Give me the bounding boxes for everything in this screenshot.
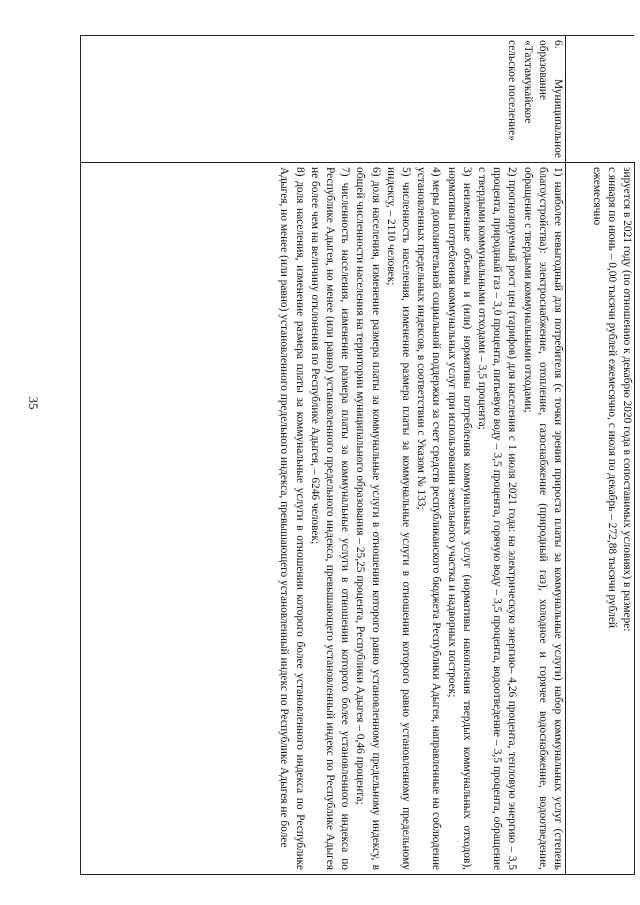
list-item: 5) численность населения, изменение размера платы за коммунальные услуги в отношении которого равно установленному предельному индексу, – 2110 человек; xyxy=(384,167,412,870)
list-item: 4) меры дополнительной социальной поддержки за счет средств республиканского бюджета Республики Адыгея, направленные на соблюдение установленных предельных индексов, в соответствии с Указом № 133; xyxy=(415,167,443,870)
municipality-name: 6. Муниципальное образование «Тахтамукайское сельское поселение» xyxy=(506,40,564,158)
municipality-items-cell xyxy=(81,163,566,875)
document-sheet xyxy=(80,35,635,875)
page-number: 35 xyxy=(26,396,41,410)
continuation-line: зируется в 2021 году (по отношению к декабрю 2020 года в сопоставимых условиях) в размере: xyxy=(621,167,633,632)
table-row-municipality xyxy=(81,36,566,875)
list-item: 2) прогнозируемый рост цен (тарифов) для населения с 1 июля 2021 года: на электрическую энергию– 4,26 процента, тепловую энергию – 3,5 процента, природный газ – 3,0 процента, питьевую воду – 3,5 процента, горячую воду – 3,5 процента, водоотведение – 3,5 процента, обращение с твердыми коммунальными отходами – 3,5 процента; xyxy=(475,167,519,870)
continuation-line: ежемесячно xyxy=(590,167,603,226)
list-item: 7) численность населения, изменение размера платы за коммунальные услуги в отношении которого более установленного индекса по Республике Адыгея, но менее (или равно) установленного предельного индекса, превышающего установленный индекс по Республике Адыгея не более чем на величину отклонения по Республике Адыгея, – 6246 человек; xyxy=(308,167,352,870)
continuation-cell xyxy=(566,163,635,875)
document-table xyxy=(80,35,635,875)
list-item: 1) наиболее невыгодный для потребителя (с точки зрения прироста платы за коммунальные услуги) набор коммунальных услуг (степень благоустройства): электроснабжение, отопление, газоснабжение (природный газ), холодное и горячее водоснабжение, водоотведение, обращение с твердыми коммунальными отходами; xyxy=(521,167,564,870)
table-row-continuation xyxy=(566,36,635,875)
list-item: 8) доля населения, изменение размера платы за коммунальные услуги в отношении которого более установленного индекса по Республике Адыгея, но менее (или равно) установленного предельного индекса, превышающего установленный индекс по Республике Адыгея не более xyxy=(278,167,306,870)
empty-name-cell xyxy=(566,36,635,163)
municipality-name-cell xyxy=(81,36,566,163)
continuation-line: с января по июнь – 0,00 тысячи рублей ежемесячно, с июля по декабрь – 272,88 тысячи рублей xyxy=(605,167,618,628)
list-item: 6) доля населения, изменение размера платы за коммунальные услуги в отношении которого равно установленному предельному индексу, в общей численности населения на территории муниципального образования – 25,25 процента, Республики Адыгея – 0,46 процента; xyxy=(354,167,382,870)
list-item: 3) неизменные объемы и (или) нормативы потребления коммунальных услуг (нормативы накопления твердых коммунальных отходов), нормативы потребления коммунальных услуг при использовании земельного участка и надворных построек; xyxy=(445,167,473,870)
